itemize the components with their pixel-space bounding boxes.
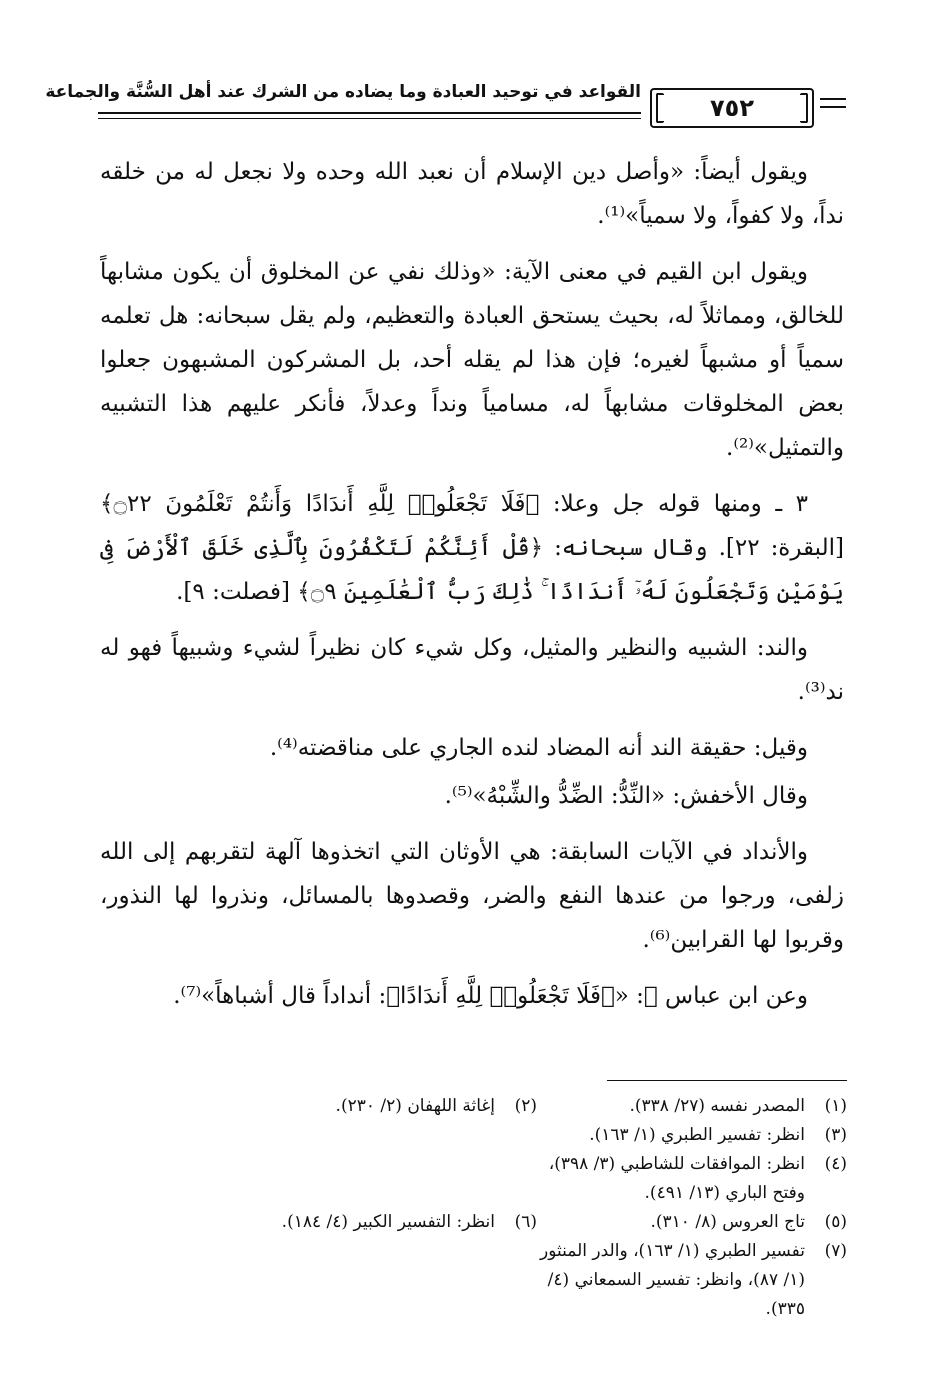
footnote-row bbox=[103, 1150, 847, 1208]
paragraph-2: ويقول ابن القيم في معنى الآية: «وذلك نفي عن المخلوق أن يكون مشابهاً للخالق، ومماثلاً له، بحيث يستحق العبادة والتعظيم، ولم يقل سبحانه: هل تعلمه سمياً أو مشبهاً لغيره؛ فإن هذا لم يقله أحد، بل المشركون المشبهون جعلوا بعض المخلوقات مشابهاً له، مسامياً ونداً وعدلاً، فأنكر عليهم هذا التشبيه والتمثيل»⁽²⁾. bbox=[100, 259, 844, 461]
running-title: القواعد في توحيد العبادة وما يضاده من الشرك عند أهل السُّنَّة والجماعة bbox=[45, 82, 641, 102]
header-ornament-rules bbox=[820, 98, 846, 114]
footnote-7 bbox=[537, 1237, 847, 1324]
page-header bbox=[45, 78, 846, 130]
header-rule-thick bbox=[98, 112, 641, 114]
paragraph-3: ٣ ـ ومنها قوله جل وعلا: ﴿فَلَا تَجْعَلُوا۟ لِلَّهِ أَندَادًا وَأَنتُمْ تَعْلَمُونَ ۝٢٢﴾ [البقرة: ٢٢]. وقال سبحانه: ﴿قُلْ أَئِنَّكُمْ لَتَكْفُرُونَ بِٱلَّذِى خَلَقَ ٱلْأَرْضَ فِى يَوْمَيْنِ وَتَجْعَلُونَ لَهُۥٓ أَندَادًا ۚ ذَٰلِكَ رَبُّ ٱلْعَٰلَمِينَ ۝٩﴾ [فصلت: ٩]. bbox=[100, 491, 844, 605]
paragraph-5: وقيل: حقيقة الند أنه المضاد لنده الجاري على مناقضته⁽⁴⁾. bbox=[269, 735, 808, 761]
footnote-row bbox=[103, 1208, 847, 1237]
footnote-separator bbox=[607, 1080, 847, 1081]
footnote-text: تاج العروس (٨/ ٣١٠). bbox=[650, 1212, 805, 1232]
footnote-number: (٦) bbox=[514, 1212, 537, 1232]
main-text bbox=[100, 150, 844, 1030]
footnote-row bbox=[103, 1121, 847, 1150]
footnote-6 bbox=[282, 1208, 537, 1237]
footnote-4 bbox=[537, 1150, 847, 1208]
footnote-1 bbox=[537, 1092, 847, 1121]
paragraph-8: وعن ابن عباس ﷺ: «﴿فَلَا تَجْعَلُوا۟ لِلَّهِ أَندَادًا﴾: أنداداً قال أشباهاً»⁽⁷⁾. bbox=[173, 983, 808, 1009]
footnote-text: تفسير الطبري (١/ ١٦٣)، والدر المنثور (١/ ٨٧)، وانظر: تفسير السمعاني (٤/ ٣٣٥). bbox=[540, 1241, 805, 1319]
footnote-text: انظر: الموافقات للشاطبي (٣/ ٣٩٨)، وفتح الباري (١٣/ ٤٩١). bbox=[548, 1154, 805, 1203]
footnote-text: المصدر نفسه (٢٧/ ٣٣٨). bbox=[629, 1096, 805, 1116]
footnotes bbox=[103, 1092, 847, 1324]
header-rule-thin bbox=[98, 118, 641, 119]
footnote-number: (٥) bbox=[824, 1212, 847, 1232]
paragraph-7: والأنداد في الآيات السابقة: هي الأوثان التي اتخذوها آلهة لتقربهم إلى الله زلفى، ورجوا من عندها النفع والضر، وقصدوها بالمسائل، ونذروا لها النذور، وقربوا لها القرابين⁽⁶⁾. bbox=[100, 839, 844, 953]
paragraph-6: وقال الأخفش: «النِّدُّ: الضِّدُّ والشِّبْهُ»⁽⁵⁾. bbox=[444, 783, 808, 809]
footnote-row bbox=[103, 1237, 847, 1324]
footnote-5 bbox=[537, 1208, 847, 1237]
paragraph-1: ويقول أيضاً: «وأصل دين الإسلام أن نعبد الله وحده ولا نجعل له من خلقه نداً، ولا كفواً، ولا سمياً»⁽¹⁾. bbox=[100, 159, 844, 229]
footnote-text: إغاثة اللهفان (٢/ ٢٣٠). bbox=[335, 1096, 495, 1116]
footnote-number: (٤) bbox=[824, 1154, 847, 1174]
footnote-3 bbox=[537, 1121, 847, 1150]
footnote-text: انظر: التفسير الكبير (٤/ ١٨٤). bbox=[281, 1212, 495, 1232]
footnote-row bbox=[103, 1092, 847, 1121]
footnote-2 bbox=[336, 1092, 537, 1121]
footnote-text: انظر: تفسير الطبري (١/ ١٦٣). bbox=[589, 1125, 805, 1145]
footnote-number: (٣) bbox=[824, 1125, 847, 1145]
footnote-number: (١) bbox=[824, 1096, 847, 1116]
footnote-number: (٧) bbox=[824, 1241, 847, 1261]
page-number-frame bbox=[650, 88, 814, 128]
paragraph-4: والند: الشبيه والنظير والمثيل، وكل شيء كان نظيراً لشيء وشبيهاً فهو له ند⁽³⁾. bbox=[100, 635, 844, 705]
footnote-number: (٢) bbox=[514, 1096, 537, 1116]
page-number: ٧٥٢ bbox=[710, 94, 754, 122]
